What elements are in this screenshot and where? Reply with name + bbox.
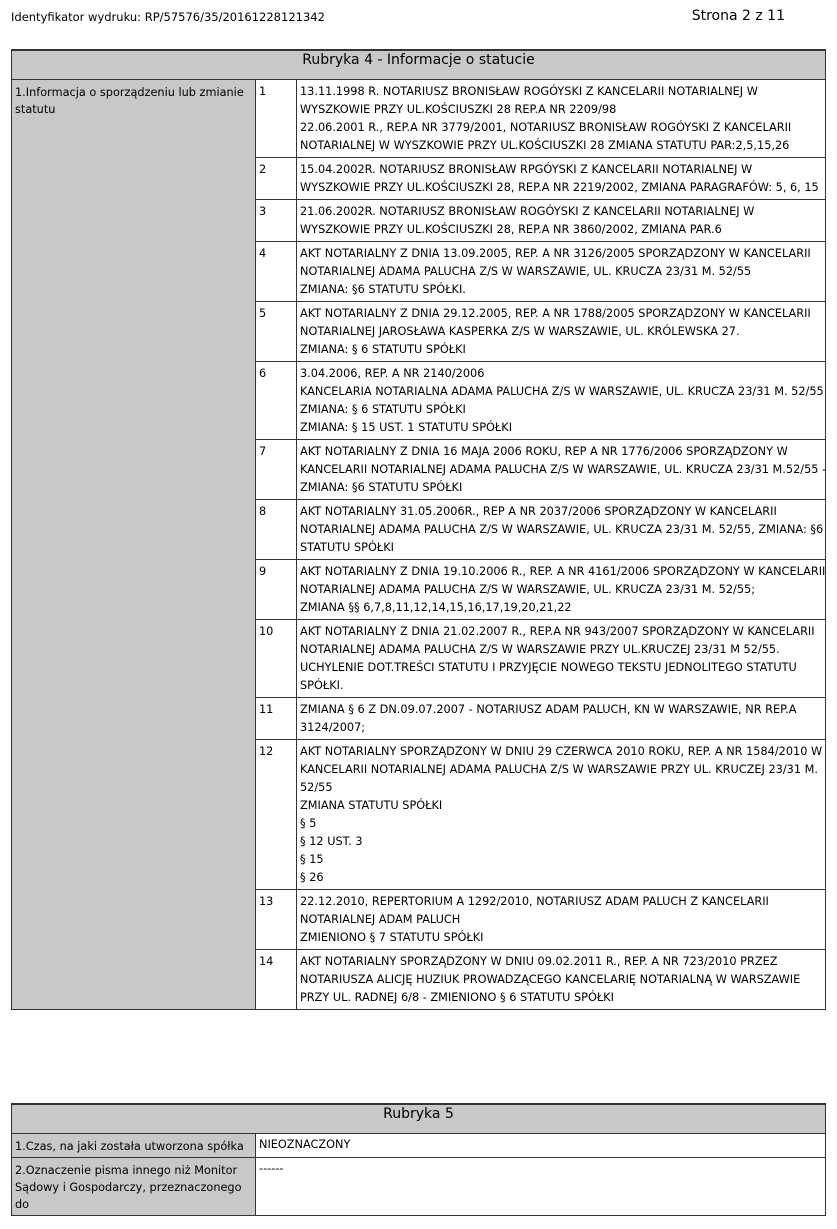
entry-content — [297, 158, 826, 200]
entry-line: 13.11.1998 R. NOTARIUSZ BRONISŁAW ROGÓYSKI Z KANCELARII NOTARIALNEJ W — [300, 85, 758, 98]
entry-number: 8 — [256, 500, 297, 560]
entry-number: 4 — [256, 242, 297, 302]
rubryka-5-field-label: 2.Oznaczenie pisma innego niż Monitor Sądowy i Gospodarczy, przeznaczonego do — [12, 1158, 256, 1216]
rubryka-5-row — [12, 1158, 826, 1216]
entry-content — [297, 500, 826, 560]
entry-line: ZMIANA: § 6 STATUTU SPÓŁKI — [300, 343, 466, 356]
statute-field-label: 1.Informacja o sporządzeniu lub zmianie statutu — [12, 80, 256, 1010]
entry-line: AKT NOTARIALNY Z DNIA 19.10.2006 R., REP. A NR 4161/2006 SPORZĄDZONY W KANCELARII — [300, 565, 826, 578]
entry-line: NOTARIALNEJ ADAMA PALUCHA Z/S W WARSZAWIE PRZY UL.KRUCZEJ 23/31 M 52/55. — [300, 643, 780, 656]
entry-number: 10 — [256, 620, 297, 698]
entry-number: 12 — [256, 740, 297, 890]
entry-content — [297, 620, 826, 698]
entry-line: 3124/2007; — [300, 721, 366, 734]
entry-content — [297, 242, 826, 302]
entry-line: § 5 — [300, 817, 317, 830]
entry-number: 14 — [256, 950, 297, 1010]
entry-line: WYSZKOWIE PRZY UL.KOŚCIUSZKI 28, REP.A NR 2219/2002, ZMIANA PARAGRAFÓW: 5, 6, 15 — [300, 181, 819, 194]
entry-line: AKT NOTARIALNY Z DNIA 13.09.2005, REP. A NR 3126/2005 SPORZĄDZONY W KANCELARII — [300, 247, 811, 260]
entry-content — [297, 302, 826, 362]
entry-line: 22.12.2010, REPERTORIUM A 1292/2010, NOTARIUSZ ADAM PALUCH Z KANCELARII — [300, 895, 769, 908]
entry-line: 3.04.2006, REP. A NR 2140/2006 — [300, 367, 485, 380]
rubryka-4-title: Rubryka 4 - Informacje o statucie — [12, 50, 826, 80]
entry-line: ZMIENIONO § 7 STATUTU SPÓŁKI — [300, 931, 484, 944]
rubryka-4-table — [11, 49, 826, 1010]
entry-number: 7 — [256, 440, 297, 500]
entry-line: ZMIANA: §6 STATUTU SPÓŁKI — [300, 481, 463, 494]
entry-number: 1 — [256, 80, 297, 158]
entry-line: NOTARIUSZA ALICJĘ HUZIUK PROWADZĄCEGO KANCELARIĘ NOTARIALNĄ W WARSZAWIE — [300, 973, 801, 986]
rubryka-5-row — [12, 1134, 826, 1158]
entry-number: 13 — [256, 890, 297, 950]
entry-number: 3 — [256, 200, 297, 242]
entry-line: NOTARIALNEJ ADAMA PALUCHA Z/S W WARSZAWIE, UL. KRUCZA 23/31 M. 52/55; — [300, 583, 756, 596]
entry-line: § 15 — [300, 853, 324, 866]
entry-line: § 26 — [300, 871, 324, 884]
entry-line: WYSZKOWIE PRZY UL.KOŚCIUSZKI 28 REP.A NR 2209/98 — [300, 103, 617, 116]
entry-number: 2 — [256, 158, 297, 200]
entry-number: 5 — [256, 302, 297, 362]
entry-line: ZMIANA §§ 6,7,8,11,12,14,15,16,17,19,20,21,22 — [300, 601, 572, 614]
entry-line: 52/55 — [300, 781, 333, 794]
entry-line: ZMIANA: § 6 STATUTU SPÓŁKI — [300, 403, 466, 416]
entry-number: 6 — [256, 362, 297, 440]
entry-line: AKT NOTARIALNY Z DNIA 21.02.2007 R., REP.A NR 943/2007 SPORZĄDZONY W KANCELARII — [300, 625, 815, 638]
entry-line: NOTARIALNEJ ADAMA PALUCHA Z/S W WARSZAWIE, UL. KRUCZA 23/31 M. 52/55, ZMIANA: §6 — [300, 523, 824, 536]
entry-line: AKT NOTARIALNY Z DNIA 29.12.2005, REP. A NR 1788/2005 SPORZĄDZONY W KANCELARII — [300, 307, 811, 320]
entry-line: 22.06.2001 R., REP.A NR 3779/2001, NOTARIUSZ BRONISŁAW ROGÓYSKI Z KANCELARII — [300, 121, 792, 134]
entry-content — [297, 698, 826, 740]
rubryka-5-field-label: 1.Czas, na jaki została utworzona spółka — [12, 1134, 256, 1158]
entry-line: 15.04.2002R. NOTARIUSZ BRONISŁAW RPGÓYSKI Z KANCELARII NOTARIALNEJ W — [300, 163, 753, 176]
print-identifier: Identyfikator wydruku: RP/57576/35/20161228121342 — [11, 10, 325, 24]
entry-line: NOTARIALNEJ ADAM PALUCH — [300, 913, 461, 926]
entry-content — [297, 362, 826, 440]
entry-line: ZMIANA § 6 Z DN.09.07.2007 - NOTARIUSZ ADAM PALUCH, KN W WARSZAWIE, NR REP.A — [300, 703, 797, 716]
entry-line: NOTARIALNEJ ADAMA PALUCHA Z/S W WARSZAWIE, UL. KRUCZA 23/31 M. 52/55 — [300, 265, 752, 278]
rubryka-5-field-value: ------ — [256, 1158, 826, 1216]
entry-line: NOTARIALNEJ JAROSŁAWA KASPERKA Z/S W WARSZAWIE, UL. KRÓLEWSKA 27. — [300, 325, 740, 338]
entry-line: AKT NOTARIALNY SPORZĄDZONY W DNIU 09.02.2011 R., REP. A NR 723/2010 PRZEZ — [300, 955, 778, 968]
page-number: Strona 2 z 11 — [691, 8, 785, 24]
entry-line: STATUTU SPÓŁKI — [300, 541, 394, 554]
entry-line: KANCELARII NOTARIALNEJ ADAMA PALUCHA Z/S W WARSZAWIE, UL. KRUCZA 23/31 M.52/55 - — [300, 463, 827, 476]
rubryka-5-title: Rubryka 5 — [12, 1104, 826, 1134]
entry-content — [297, 200, 826, 242]
entry-line: ZMIANA: §6 STATUTU SPÓŁKI. — [300, 283, 466, 296]
entry-content — [297, 560, 826, 620]
entry-line: 21.06.2002R. NOTARIUSZ BRONISŁAW ROGÓYSKI Z KANCELARII NOTARIALNEJ W — [300, 205, 755, 218]
entry-line: PRZY UL. RADNEJ 6/8 - ZMIENIONO § 6 STATUTU SPÓŁKI — [300, 991, 614, 1004]
entry-content — [297, 440, 826, 500]
entry-line: UCHYLENIE DOT.TREŚCI STATUTU I PRZYJĘCIE NOWEGO TEKSTU JEDNOLITEGO STATUTU — [300, 661, 797, 674]
entry-number: 11 — [256, 698, 297, 740]
entry-line: SPÓŁKI. — [300, 679, 344, 692]
statute-entry-row — [12, 80, 826, 158]
rubryka-5-field-value: NIEOZNACZONY — [256, 1134, 826, 1158]
entry-line: AKT NOTARIALNY Z DNIA 16 MAJA 2006 ROKU, REP A NR 1776/2006 SPORZĄDZONY W — [300, 445, 788, 458]
entry-line: AKT NOTARIALNY SPORZĄDZONY W DNIU 29 CZERWCA 2010 ROKU, REP. A NR 1584/2010 W — [300, 745, 823, 758]
entry-line: ZMIANA: § 15 UST. 1 STATUTU SPÓŁKI — [300, 421, 513, 434]
entry-content — [297, 890, 826, 950]
entry-number: 9 — [256, 560, 297, 620]
entry-content — [297, 740, 826, 890]
entry-line: KANCELARIA NOTARIALNA ADAMA PALUCHA Z/S W WARSZAWIE, UL. KRUCZA 23/31 M. 52/55 — [300, 385, 824, 398]
entry-content — [297, 950, 826, 1010]
entry-content — [297, 80, 826, 158]
entry-line: NOTARIALNEJ W WYSZKOWIE PRZY UL.KOŚCIUSZKI 28 ZMIANA STATUTU PAR:2,5,15,26 — [300, 139, 790, 152]
entry-line: ZMIANA STATUTU SPÓŁKI — [300, 799, 443, 812]
entry-line: AKT NOTARIALNY 31.05.2006R., REP A NR 2037/2006 SPORZĄDZONY W KANCELARII — [300, 505, 777, 518]
entry-line: § 12 UST. 3 — [300, 835, 363, 848]
entry-line: KANCELARII NOTARIALNEJ ADAMA PALUCHA Z/S W WARSZAWIE PRZY UL. KRUCZEJ 23/31 M. — [300, 763, 818, 776]
rubryka-5-table — [11, 1103, 826, 1216]
entry-line: WYSZKOWIE PRZY UL.KOŚCIUSZKI 28, REP.A NR 3860/2002, ZMIANA PAR.6 — [300, 223, 722, 236]
